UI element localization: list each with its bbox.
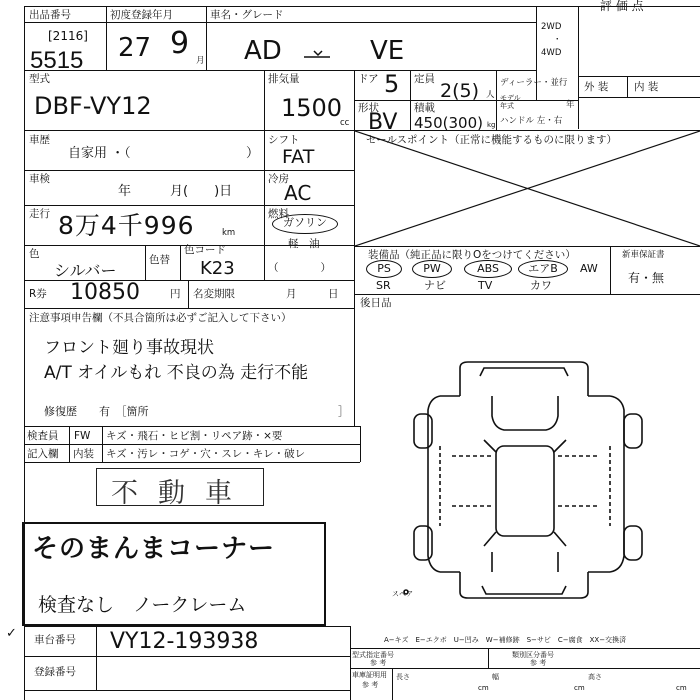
inspection-label: 車検 — [29, 173, 50, 185]
model-value: DBF-VY12 — [34, 92, 152, 120]
grade: VE — [370, 36, 405, 66]
check-mark: ✓ — [6, 626, 17, 641]
width-label: 幅 — [492, 673, 499, 681]
class-label: 類別区分番号 — [512, 651, 554, 659]
model-label: 型式 — [29, 73, 50, 85]
divider — [188, 280, 189, 308]
history-close: ） — [246, 146, 260, 161]
color-label: 色 — [29, 248, 40, 260]
as-is-stamp — [22, 522, 326, 626]
divider — [350, 668, 700, 669]
divider — [24, 444, 360, 445]
shift-value: FAT — [282, 146, 315, 168]
fuel-label: 燃料 — [268, 208, 289, 220]
divider — [24, 70, 536, 71]
name-change-date: 月 日 — [286, 288, 339, 300]
divider — [102, 426, 103, 462]
equipment-label: 装備品（純正品に限りOをつけてください） — [368, 249, 576, 261]
divider — [24, 170, 354, 171]
repair-label: 修復歴 有 ［箇所 — [44, 405, 149, 418]
equip-abs-label: ABS — [477, 262, 499, 275]
aircon-value: AC — [284, 181, 312, 205]
rear-item-label: 後日品 — [360, 297, 392, 309]
spare-label: スペア — [392, 590, 413, 598]
warranty-label: 新車保証書 — [622, 250, 665, 260]
lot-number: 5515 — [30, 47, 84, 74]
divider — [354, 246, 700, 247]
divider — [145, 245, 146, 280]
name-change-label: 名変期限 — [193, 288, 235, 300]
divider — [264, 205, 354, 206]
capacity-unit: 人 — [486, 90, 495, 100]
drive-2wd: 2WD — [541, 22, 562, 32]
as-is-title: そのまんまコーナー — [32, 534, 276, 564]
fuel-diesel: 軽 油 — [288, 238, 320, 250]
divider — [96, 626, 97, 690]
color-code-label: 色コード — [184, 244, 226, 256]
type-designation-ref: 参 考 — [370, 659, 387, 667]
damage-legend: A−キズ E−エクボ U−凹み W−補修跡 S−サビ C−腐食 XX−交換済 — [384, 636, 627, 644]
fuel-other: （ ） — [268, 262, 331, 274]
notes-line2: A/T オイルもれ 不良の為 走行不能 — [44, 363, 309, 383]
garage-cert-ref: 参 考 — [362, 681, 379, 689]
drive-dot: ・ — [553, 35, 562, 45]
lot-sub: [2116] — [48, 29, 88, 43]
yen-unit: 円 — [170, 288, 181, 300]
load-value: 450(300) — [414, 114, 483, 132]
garage-cert-label: 車庫証明用 — [352, 671, 387, 679]
km-unit: km — [222, 228, 236, 238]
type-designation-label: 型式指定番号 — [352, 651, 394, 659]
capacity-value: 2(5) — [440, 80, 480, 102]
equip-pw — [412, 260, 452, 278]
divider — [24, 656, 350, 657]
divider — [206, 6, 207, 70]
dealer-label: ディーラー・並行 — [500, 78, 568, 88]
car-damage-diagram — [392, 356, 658, 602]
fuel-gasoline-circle — [272, 214, 338, 234]
cc-unit: cc — [340, 118, 350, 128]
divider — [24, 426, 360, 427]
interior-label2: 内装 — [73, 448, 94, 460]
repair-close: ］ — [338, 405, 349, 418]
equip-ps — [366, 260, 402, 278]
divider — [354, 308, 355, 426]
notes-line1: フロント廻り事故現状 — [44, 338, 214, 358]
immobile-stamp — [96, 468, 264, 509]
as-is-subtitle: 検査なし ノークレーム — [38, 594, 247, 616]
equip-airbag — [518, 260, 568, 278]
eval-label: 評 価 点 — [600, 0, 644, 13]
divider — [578, 6, 579, 129]
divider — [106, 6, 107, 70]
sales-point-cross — [355, 131, 700, 246]
divider — [180, 245, 181, 280]
doors-value: 5 — [384, 70, 400, 98]
equip-navi: ナビ — [424, 279, 446, 292]
load-label: 積載 — [414, 102, 435, 114]
equip-leather: カワ — [530, 279, 552, 292]
shift-label: シフト — [268, 134, 300, 146]
equip-abs — [464, 260, 512, 278]
chassis-label: 車台番号 — [34, 634, 76, 646]
divider — [610, 246, 611, 294]
interior-items: キズ・汚レ・コゲ・穴・スレ・キレ・破レ — [106, 448, 306, 460]
doors-label: ドア — [358, 73, 379, 85]
warranty-value: 有・無 — [628, 271, 665, 285]
equip-airbag-label: エアB — [528, 262, 558, 275]
capacity-label: 定員 — [414, 73, 435, 85]
kg-unit: kg — [487, 121, 496, 129]
divider — [488, 648, 489, 668]
shape-label: 形状 — [358, 102, 379, 114]
first-reg-label: 初度登録年月 — [110, 9, 173, 21]
equip-ps-label: PS — [377, 262, 391, 275]
divider — [24, 690, 350, 691]
equip-aw: AW — [580, 262, 598, 275]
displacement-label: 排気量 — [268, 73, 300, 85]
divider — [350, 648, 700, 649]
divider — [24, 308, 354, 309]
divider — [360, 426, 361, 462]
divider — [392, 668, 393, 700]
divider — [24, 462, 360, 463]
car-name: AD — [244, 36, 282, 66]
fuel-gasoline: ガソリン — [283, 216, 327, 229]
model-year-label: モデル年式 — [500, 94, 521, 110]
divider — [354, 294, 700, 295]
divider — [264, 70, 265, 130]
interior-label: 内 装 — [634, 81, 659, 93]
width-unit: cm — [574, 684, 585, 692]
top-border — [24, 6, 700, 7]
color-value: シルバー — [54, 261, 117, 280]
exterior-items: キズ・飛石・ヒビ割・リペア跡・×要 — [106, 430, 283, 442]
first-reg-year: 27 — [118, 33, 152, 63]
handle-label: ハンドル 左・右 — [500, 116, 563, 126]
divider — [350, 626, 351, 700]
mileage-label: 走行 — [29, 208, 50, 220]
mileage-value: 8万4千996 — [58, 211, 195, 240]
length-label: 長さ — [396, 673, 410, 681]
inspector-label: 検査員 — [27, 430, 59, 442]
height-unit: cm — [676, 684, 687, 692]
registration-label: 登録番号 — [34, 666, 76, 678]
name-grade-label: 車名・グレード — [210, 9, 284, 21]
fw-label: FW — [74, 430, 91, 442]
length-unit: cm — [478, 684, 489, 692]
sales-point-label: セールスポイント（正常に機能するものに限ります） — [366, 134, 618, 146]
shape-value: BV — [368, 110, 398, 135]
repaint-label: 色替 — [149, 254, 170, 266]
equip-tv: TV — [478, 279, 493, 292]
divider — [578, 97, 700, 98]
color-code-value: K23 — [200, 258, 235, 279]
drive-4wd: 4WD — [541, 48, 562, 58]
divider — [578, 76, 700, 77]
emblem-logo — [302, 44, 332, 52]
recycle-label: R券 — [29, 288, 47, 300]
notes-label: 注意事項申告欄（不具合箇所は必ずご記入して下さい） — [29, 312, 292, 324]
divider — [69, 426, 70, 462]
immobile-stamp-text: 不動車 — [111, 478, 252, 509]
equip-pw-label: PW — [423, 262, 441, 275]
divider — [627, 76, 628, 97]
aircon-label: 冷房 — [268, 173, 289, 185]
first-reg-month: 9 — [170, 26, 190, 61]
year-unit: 年 — [566, 100, 575, 110]
exterior-label: 外 装 — [584, 81, 609, 93]
entry-label: 記入欄 — [27, 448, 59, 460]
chassis-value: VY12-193938 — [110, 629, 259, 654]
divider — [24, 626, 350, 627]
history-label: 車歴 — [29, 134, 50, 146]
class-ref: 参 考 — [530, 659, 547, 667]
inspection-value: 年 月( )日 — [118, 184, 233, 199]
recycle-fee: 10850 — [70, 280, 140, 305]
month-unit: 月 — [196, 56, 205, 66]
lot-label: 出品番号 — [29, 9, 71, 21]
divider — [106, 22, 536, 23]
height-label: 高さ — [588, 673, 602, 681]
displacement-value: 1500 — [281, 94, 343, 122]
equip-sr: SR — [376, 279, 391, 292]
divider — [24, 22, 106, 23]
history-value: 自家用 ・（ — [68, 146, 131, 161]
